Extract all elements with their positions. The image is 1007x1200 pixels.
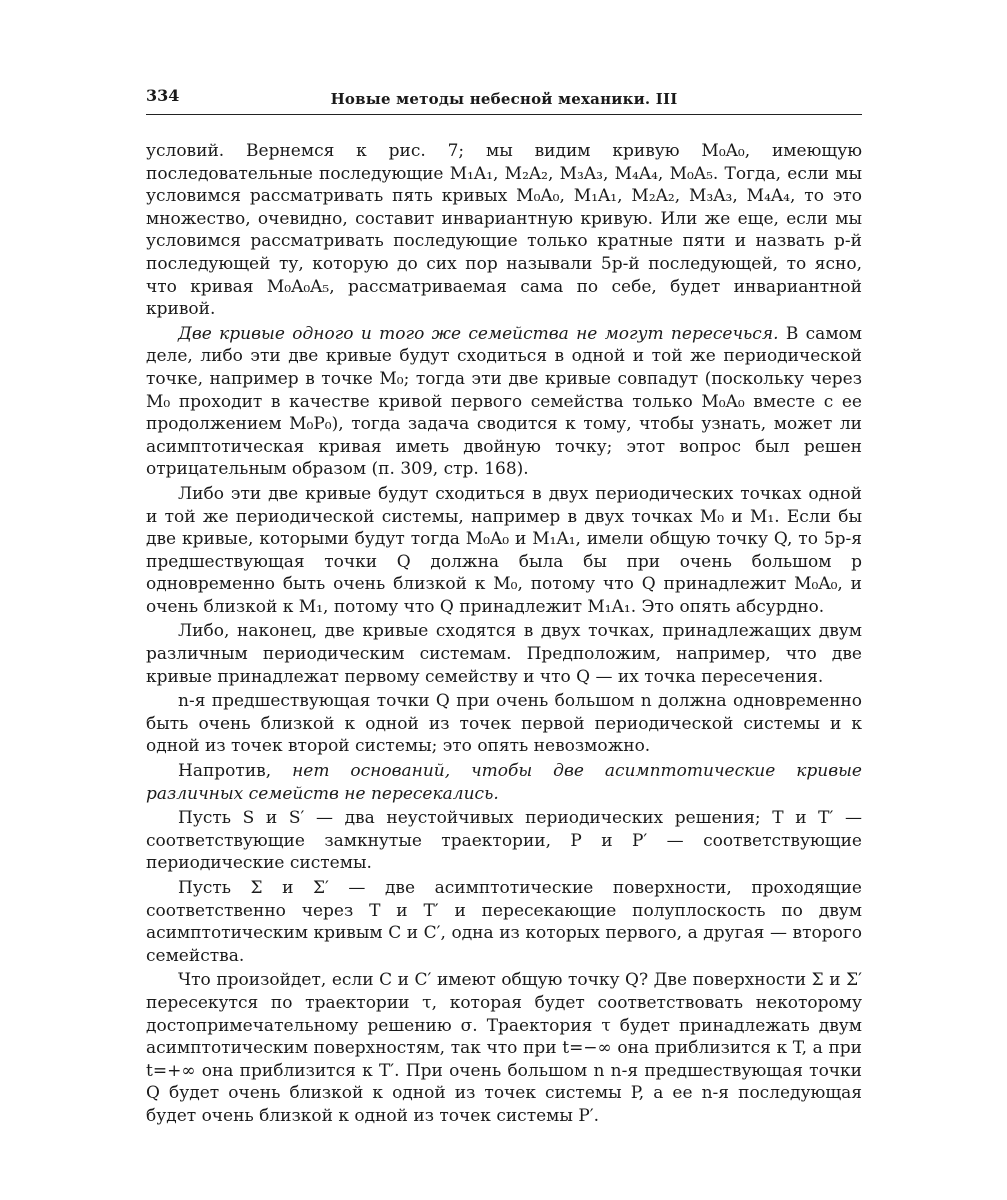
paragraph-text: Напротив, [178, 761, 293, 782]
paragraph-text: Что произойдет, если C и C′ имеют общую точку Q? Две поверхности Σ и Σ′ пересекутся по траектории τ, которая будет соответствовать некоторому достопримечательному решению σ. Траектория τ будет принадлежать двум асимптотическим поверхностям, так что при t=−∞ она приблизится к T, а при t=+∞ она приблизится к T′. При очень большом n n-я предшествующая точки Q будет очень близкой к одной из точек системы P, а ее n-я последующая будет очень близкой к одной из точек системы P′. [146, 970, 862, 1126]
paragraph-text: Либо эти две кривые будут сходиться в двух периодических точках одной и той же периодической системы, например в двух точках M₀ и M₁. Если бы две кривые, которыми будут тогда M₀A₀ и M₁A₁, имели общую точку Q, то 5p-я предшествующая точки Q должна была бы при очень большом p одновременно быть очень близкой к M₀, потому что Q принадлежит M₀A₀, и очень близкой к M₁, потому что Q принадлежит M₁A₁. Это опять абсурдно. [146, 483, 862, 617]
paragraph [146, 760, 862, 805]
paragraph [146, 969, 862, 1127]
body-text [146, 140, 862, 1128]
paragraph [146, 690, 862, 758]
italic-proposition: Две кривые одного и того же семейства не могут пересечься. [178, 323, 779, 344]
page-number: 334 [146, 86, 180, 105]
paragraph-text: n-я предшествующая точки Q при очень большом n должна одновременно быть очень близкой к одной из точек первой периодической системы и к одной из точек второй системы; это опять невозможно. [146, 691, 862, 757]
running-title: Новые методы небесной механики. III [330, 90, 678, 108]
paragraph-text: Пусть Σ и Σ′ — две асимптотические поверхности, проходящие соответственно через T и T′ и пересекающие полуплоскость по двум асимптотическим кривым C и C′, одна из которых первого, а другая — второго семейства. [146, 878, 862, 966]
paragraph [146, 323, 862, 481]
page-header [146, 86, 862, 112]
paragraph-text: Либо, наконец, две кривые сходятся в двух точках, принадлежащих двум различным периодическим системам. Предположим, например, что две кривые принадлежат первому семейству и что Q — их точка пересечения. [146, 621, 862, 687]
italic-proposition: нет оснований, чтобы две асимптотические кривые различных семейств не пересекались. [146, 761, 862, 804]
paragraph [146, 483, 862, 619]
paragraph-text: Пусть S и S′ — два неустойчивых периодических решения; T и T′ — соответствующие замкнутые траектории, P и P′ — соответствующие периодические системы. [146, 808, 862, 874]
paragraph [146, 877, 862, 967]
paragraph [146, 140, 862, 321]
paragraph [146, 807, 862, 875]
paragraph [146, 620, 862, 688]
paragraph-text: В самом деле, либо эти две кривые будут сходиться в одной и той же периодической точке, например в точке M₀; тогда эти две кривые совпадут (поскольку через M₀ проходит в качестве кривой первого семейства только M₀A₀ вместе с ее продолжением M₀P₀), тогда задача сводится к тому, чтобы узнать, может ли асимптотическая кривая иметь двойную точку; этот вопрос был решен отрицательным образом (п. 309, стр. 168). [146, 323, 862, 480]
header-rule [146, 114, 862, 115]
paragraph-text: условий. Вернемся к рис. 7; мы видим кривую M₀A₀, имеющую последовательные последующие M₁A₁, M₂A₂, M₃A₃, M₄A₄, M₀A₅. Тогда, если мы условимся рассматривать пять кривых M₀A₀, M₁A₁, M₂A₂, M₃A₃, M₄A₄, то это множество, очевидно, составит инвариантную кривую. Или же еще, если мы условимся рассматривать последующие только кратные пяти и назвать p-й последующей ту, которую до сих пор называли 5p-й последующей, то ясно, что кривая M₀A₀A₅, рассматриваемая сама по себе, будет инвариантной кривой. [146, 141, 862, 320]
